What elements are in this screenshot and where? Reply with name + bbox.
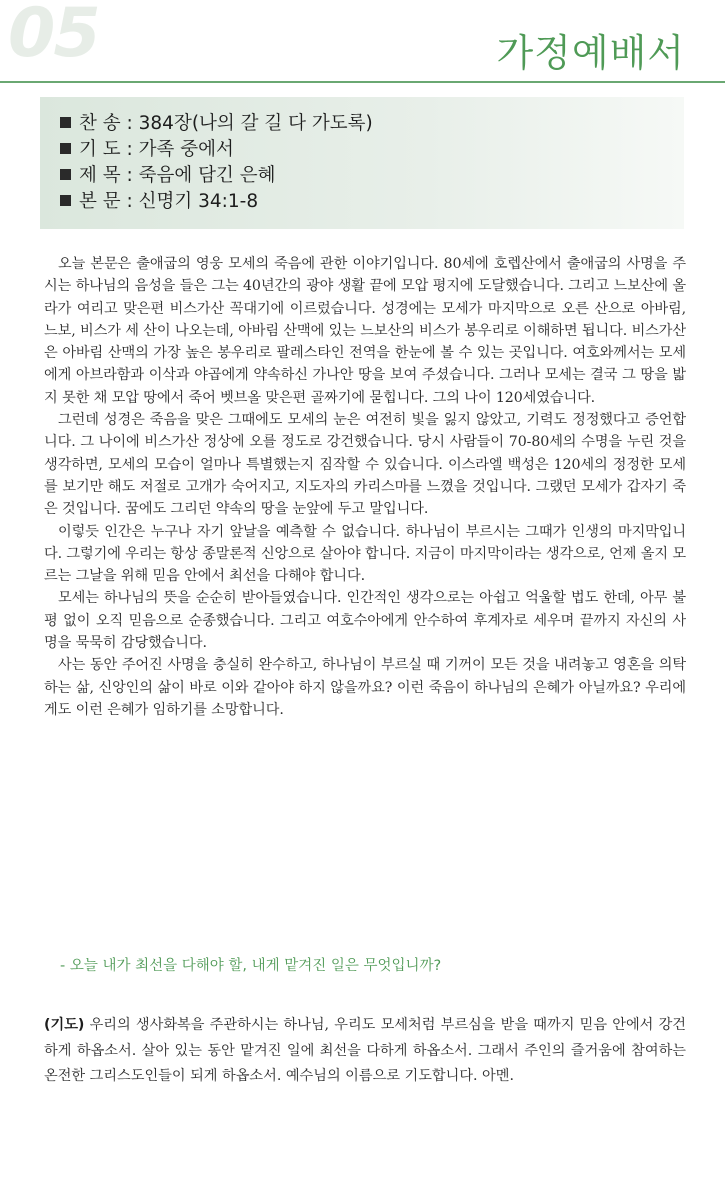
page-number: 05 [8, 0, 99, 73]
info-item-prayer [60, 137, 373, 163]
square-bullet-icon [60, 195, 71, 206]
prayer-text: 우리의 생사화복을 주관하시는 하나님, 우리도 모세처럼 부르심을 받을 때까지 믿음 안에서 강건하게 하옵소서. 살아 있는 동안 맡겨진 일에 최선을 다하게 하옵소서. 그래서 주인의 즐거움에 참여하는 온전한 그리스도인들이 되게 하옵소서. 예수님의 이름으로 기도합니다. 아멘. [44, 1017, 686, 1084]
body-paragraph: 사는 동안 주어진 사명을 충실히 완수하고, 하나님이 부르실 때 기꺼이 모든 것을 내려놓고 영혼을 의탁하는 삶, 신앙인의 삶이 바로 이와 같아야 하지 않을까요? 이런 죽음이 하나님의 은혜가 아닐까요? 우리에게도 이런 은혜가 임하기를 소망합니다. [44, 657, 686, 718]
sermon-body [44, 253, 686, 721]
title-divider [0, 81, 725, 83]
info-item-hymn [60, 111, 373, 137]
info-value: 신명기 34:1-8 [132, 191, 259, 212]
body-paragraph: 그런데 성경은 죽음을 맞은 그때에도 모세의 눈은 여전히 빛을 잃지 않았고, 기력도 정정했다고 증언합니다. 그 나이에 비스가산 정상에 오를 정도로 강건했습니다. 당시 사람들이 70-80세의 수명을 누린 것을 생각하면, 모세의 모습이 얼마나 특별했는지 짐작할 수 있습니다. 이스라엘 백성은 120세의 정정한 모세를 보기만 해도 저절로 고개가 숙어지고, 지도자의 카리스마를 느꼈을 것입니다. 그랬던 모세가 갑자기 죽은 것입니다. 꿈에도 그리던 약속의 땅을 눈앞에 두고 말입니다. [44, 412, 686, 518]
info-label: 제 목 : [79, 165, 133, 186]
info-item-scripture [60, 189, 373, 215]
page-title: 가정예배서 [496, 31, 685, 75]
square-bullet-icon [60, 169, 71, 180]
info-item-subject [60, 163, 373, 189]
info-label: 기 도 : [79, 139, 133, 160]
square-bullet-icon [60, 143, 71, 154]
worship-info-list [60, 111, 373, 215]
info-value: 가족 중에서 [132, 139, 234, 160]
body-paragraph: 모세는 하나님의 뜻을 순순히 받아들였습니다. 인간적인 생각으로는 아쉽고 억울할 법도 한데, 아무 불평 없이 오직 믿음으로 순종했습니다. 그리고 여호수아에게 안수하여 후계자로 세우며 끝까지 자신의 사명을 묵묵히 감당했습니다. [44, 590, 686, 652]
info-value: 죽음에 담긴 은혜 [132, 165, 276, 186]
prayer-label: (기도) [44, 1017, 85, 1033]
body-paragraph: 오늘 본문은 출애굽의 영웅 모세의 죽음에 관한 이야기입니다. 80세에 호렙산에서 출애굽의 사명을 주시는 하나님의 음성을 들은 그는 40년간의 광야 생활 끝에 모압 평지에 도달했습니다. 그리고 느보산에 올라가 여리고 맞은편 비스가산 꼭대기에 이르렀습니다. 성경에는 모세가 마지막으로 오른 산으로 아바림, 느보, 비스가 세 산이 나오는데, 아바림 산맥에 있는 느보산의 비스가 봉우리로 이해하면 됩니다. 비스가산은 아바림 산맥의 가장 높은 봉우리로 팔레스타인 전역을 한눈에 볼 수 있는 곳입니다. 여호와께서는 모세에게 아브라함과 이삭과 야곱에게 약속하신 가나안 땅을 보여 주셨습니다. 그러나 모세는 결국 그 땅을 밟지 못한 채 모압 땅에서 죽어 벳브올 맞은편 골짜기에 묻힙니다. 그의 나이 120세였습니다. [44, 256, 686, 406]
info-label: 찬 송 : [79, 113, 133, 134]
reflection-question: - 오늘 내가 최선을 다해야 할, 내게 맡겨진 일은 무엇입니까? [60, 958, 442, 974]
body-paragraph: 이렇듯 인간은 누구나 자기 앞날을 예측할 수 없습니다. 하나님이 부르시는 그때가 인생의 마지막입니다. 그렇기에 우리는 항상 종말론적 신앙으로 살아야 합니다. 지금이 마지막이라는 생각으로, 언제 올지 모르는 그날을 위해 믿음 안에서 최선을 다해야 합니다. [44, 523, 686, 585]
closing-prayer [44, 1013, 686, 1090]
square-bullet-icon [60, 117, 71, 128]
info-label: 본 문 : [79, 191, 133, 212]
info-value: 384장(나의 갈 길 다 가도록) [132, 113, 373, 134]
